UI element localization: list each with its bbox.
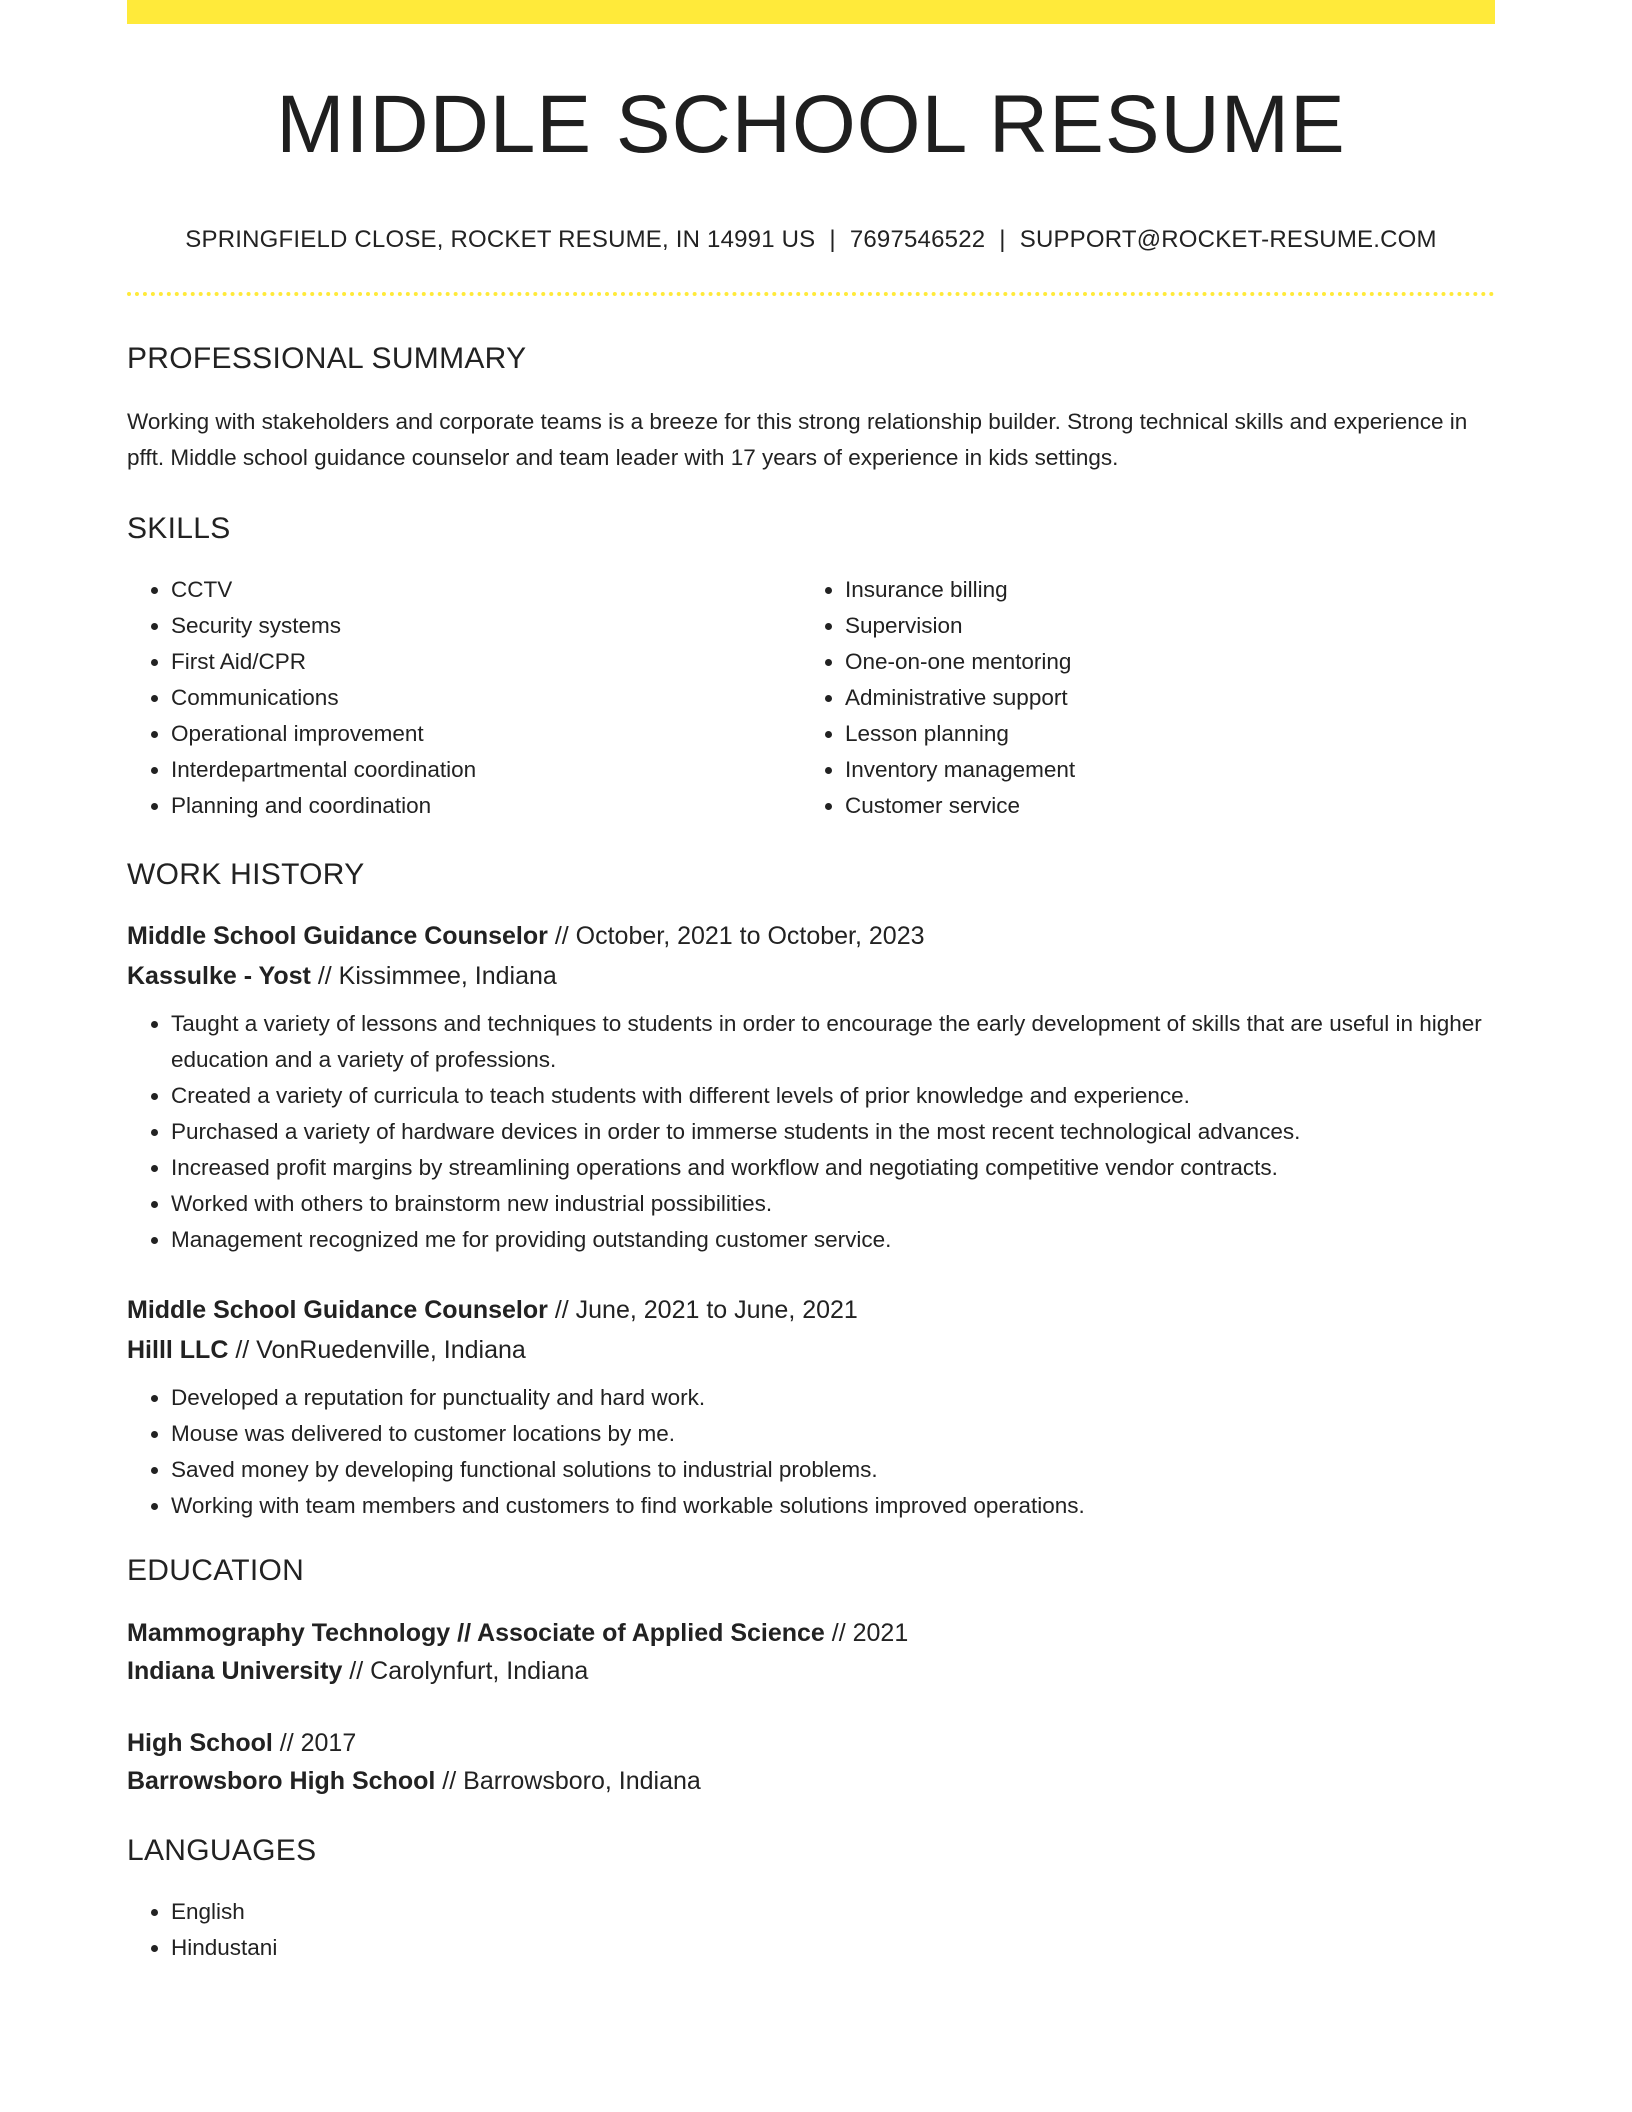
skill-item: • Insurance billing [845, 572, 1475, 608]
skills-column-left [127, 572, 801, 824]
job-bullet: • Worked with others to brainstorm new industrial possibilities. [171, 1186, 1495, 1222]
skill-item: • CCTV [171, 572, 801, 608]
job-company-line [127, 1330, 1495, 1370]
job-bullet: • Increased profit margins by streamlining operations and workflow and negotiating competitive vendor contracts. [171, 1150, 1495, 1186]
education-heading: EDUCATION [127, 1554, 305, 1587]
language-item: • Hindustani [171, 1930, 1495, 1966]
job-position: Middle School Guidance Counselor [127, 1296, 548, 1324]
languages-list [127, 1894, 1495, 1966]
education-school-line [127, 1652, 1495, 1690]
summary-text: Working with stakeholders and corporate teams is a breeze for this strong relationship builder. Strong technical skills and experience in pfft. Middle school guidance counselor and team leader with 17 years of experience in kids settings. [127, 409, 1468, 470]
skill-item: • Operational improvement [171, 716, 801, 752]
education-degree: High School [127, 1729, 273, 1757]
languages-heading: LANGUAGES [127, 1834, 317, 1867]
skill-item: • Administrative support [845, 680, 1475, 716]
job-bullets [127, 1006, 1495, 1258]
job-bullet: • Taught a variety of lessons and techniques to students in order to encourage the early development of skills that are useful in higher education and a variety of professions. [171, 1006, 1495, 1078]
skill-item: • Inventory management [845, 752, 1475, 788]
job-bullet: • Working with team members and customers to find workable solutions improved operations. [171, 1488, 1495, 1524]
job-company: Kassulke - Yost [127, 962, 311, 990]
skill-item: • Security systems [171, 608, 801, 644]
skill-item: • Lesson planning [845, 716, 1475, 752]
summary-heading: PROFESSIONAL SUMMARY [127, 342, 527, 375]
language-item: • English [171, 1894, 1495, 1930]
skill-item: • Customer service [845, 788, 1475, 824]
contact-line [127, 226, 1495, 254]
job-position: Middle School Guidance Counselor [127, 922, 548, 950]
skill-item: • Supervision [845, 608, 1475, 644]
contact-phone: 7697546522 [849, 226, 986, 253]
education-school: Indiana University [127, 1657, 343, 1685]
job-location: // VonRuedenville, Indiana [228, 1336, 526, 1364]
skills-list [127, 572, 1495, 824]
job-title-line [127, 916, 1495, 956]
job-dates: // June, 2021 to June, 2021 [547, 1296, 858, 1324]
job-bullet: • Purchased a variety of hardware devices in order to immerse students in the most recent technological advances. [171, 1114, 1495, 1150]
job-bullet: • Developed a reputation for punctuality and hard work. [171, 1380, 1495, 1416]
education-year: // 2021 [824, 1619, 909, 1647]
job-bullets [127, 1380, 1495, 1524]
job-title-line [127, 1290, 1495, 1330]
skill-item: • Planning and coordination [171, 788, 801, 824]
resume-name: MIDDLE SCHOOL RESUME [276, 79, 1346, 170]
resume-page [127, 0, 1495, 1966]
education-degree-line [127, 1724, 1495, 1762]
skill-item: • Communications [171, 680, 801, 716]
skill-item: • Interdepartmental coordination [171, 752, 801, 788]
job-bullet: • Management recognized me for providing outstanding customer service. [171, 1222, 1495, 1258]
education-location: // Carolynfurt, Indiana [342, 1657, 589, 1685]
job-company: Hilll LLC [127, 1336, 229, 1364]
skills-heading: SKILLS [127, 512, 231, 545]
skill-item: • One-on-one mentoring [845, 644, 1475, 680]
dotted-divider [127, 292, 1495, 296]
education-location: // Barrowsboro, Indiana [435, 1767, 701, 1795]
education-degree: Mammography Technology // Associate of Applied Science [127, 1619, 825, 1647]
job-company-line [127, 956, 1495, 996]
job-bullet: • Created a variety of curricula to teach students with different levels of prior knowledge and experience. [171, 1078, 1495, 1114]
education-degree-line [127, 1614, 1495, 1652]
contact-email[interactable]: SUPPORT@ROCKET-RESUME.COM [1019, 226, 1437, 253]
job-bullet: • Saved money by developing functional solutions to industrial problems. [171, 1452, 1495, 1488]
education-school-line [127, 1762, 1495, 1800]
education-year: // 2017 [272, 1729, 357, 1757]
top-accent-bar [127, 0, 1495, 24]
education-school: Barrowsboro High School [127, 1767, 436, 1795]
contact-separator: | [829, 226, 836, 253]
contact-separator: | [999, 226, 1006, 253]
job-location: // Kissimmee, Indiana [310, 962, 557, 990]
work-history-heading: WORK HISTORY [127, 858, 365, 891]
skills-column-right [801, 572, 1475, 824]
job-bullet: • Mouse was delivered to customer locations by me. [171, 1416, 1495, 1452]
skill-item: • First Aid/CPR [171, 644, 801, 680]
job-dates: // October, 2021 to October, 2023 [547, 922, 925, 950]
contact-address: SPRINGFIELD CLOSE, ROCKET RESUME, IN 14991 US [185, 226, 816, 253]
